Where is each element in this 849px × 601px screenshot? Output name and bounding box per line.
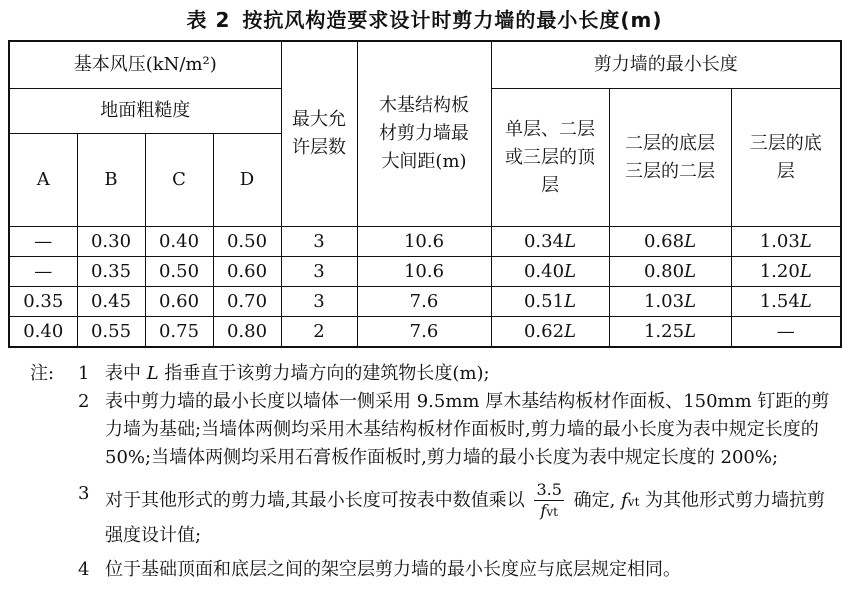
cell-d: 0.70: [213, 287, 281, 317]
table-row: [9, 287, 841, 317]
unit-l: L: [684, 260, 697, 282]
note-text: 对于其他形式的剪力墙,其最小长度可按表中数值乘以: [105, 490, 525, 511]
value: 1.54: [759, 290, 800, 312]
unit-l: L: [799, 290, 812, 312]
cell-length-2: [609, 257, 731, 287]
value: —: [776, 320, 795, 342]
unit-l: L: [684, 290, 697, 312]
cell-length-1: [491, 287, 609, 317]
note-text: 表中: [105, 363, 141, 384]
header-wind-pressure: 基本风压(kN/m²): [9, 41, 281, 89]
header-sub-middle: 二层的底层三层的二层: [609, 89, 731, 227]
cell-c: 0.50: [145, 257, 213, 287]
symbol-fvt: fvt: [621, 490, 640, 511]
cell-spacing: 10.6: [357, 257, 491, 287]
cell-length-1: [491, 317, 609, 348]
unit-l: L: [564, 230, 577, 252]
cell-spacing: 7.6: [357, 317, 491, 348]
cell-b: 0.35: [77, 257, 145, 287]
symbol-l: L: [146, 363, 159, 384]
note-text: 为其他形式剪力墙抗剪强度设计值;: [105, 490, 826, 546]
note-number: 3: [78, 483, 90, 504]
header-min-length: 剪力墙的最小长度: [491, 41, 841, 89]
cell-c: 0.60: [145, 287, 213, 317]
cell-length-3: [731, 227, 841, 257]
value: 0.40: [523, 260, 565, 282]
cell-a: —: [9, 257, 77, 287]
header-max-storeys: 最大允许层数: [281, 41, 357, 227]
unit-l: L: [799, 260, 812, 282]
table-title: 按抗风构造要求设计时剪力墙的最小长度(m): [242, 8, 663, 32]
note-1: [10, 360, 840, 388]
header-col-d: D: [213, 134, 281, 227]
value: 0.80: [643, 260, 685, 282]
note-2: [10, 388, 840, 472]
table-row: [9, 317, 841, 348]
cell-b: 0.30: [77, 227, 145, 257]
note-text: 表中剪力墙的最小长度以墙体一侧采用 9.5mm 厚木基结构板材作面板、150mm 钉距的剪力墙为基础;当墙体两侧均采用木基结构板材作面板时,剪力墙的最小长度为表中规定长度的 50%;当墙体两侧均采用石膏板作面板时,剪力墙的最小长度为表中规定长度的 200%;: [105, 391, 830, 468]
cell-storeys: 3: [281, 287, 357, 317]
table-row: [9, 257, 841, 287]
note-text: 位于基础顶面和底层之间的架空层剪力墙的最小长度应与底层规定相同。: [105, 559, 681, 580]
cell-length-2: [609, 287, 731, 317]
fraction-denominator: fvt: [540, 501, 558, 520]
unit-l: L: [564, 290, 577, 312]
header-sub-bottom: 三层的底层: [731, 89, 841, 227]
cell-a: 0.40: [9, 317, 77, 348]
unit-l: L: [684, 230, 697, 252]
cell-storeys: 3: [281, 257, 357, 287]
cell-length-1: [491, 257, 609, 287]
cell-length-2: [609, 227, 731, 257]
header-col-a: A: [9, 134, 77, 227]
shear-wall-table: [8, 40, 842, 348]
unit-l: L: [799, 230, 812, 252]
cell-b: 0.55: [77, 317, 145, 348]
cell-length-1: [491, 227, 609, 257]
value: 0.68: [643, 230, 685, 252]
table-notes: [10, 360, 840, 584]
note-number: 4: [78, 559, 90, 580]
table-caption: [0, 4, 849, 33]
header-col-b: B: [77, 134, 145, 227]
unit-l: L: [564, 260, 577, 282]
cell-spacing: 10.6: [357, 227, 491, 257]
cell-a: —: [9, 227, 77, 257]
cell-d: 0.60: [213, 257, 281, 287]
value: 0.51: [523, 290, 565, 312]
unit-l: L: [684, 320, 697, 342]
value: 0.62: [523, 320, 565, 342]
table-row: [9, 227, 841, 257]
header-sub-top: 单层、二层或三层的顶层: [491, 89, 609, 227]
header-col-c: C: [145, 134, 213, 227]
note-3: [10, 480, 840, 550]
value: 1.03: [759, 230, 800, 252]
cell-a: 0.35: [9, 287, 77, 317]
cell-b: 0.45: [77, 287, 145, 317]
cell-length-3: [731, 317, 841, 348]
cell-spacing: 7.6: [357, 287, 491, 317]
note-number: 2: [78, 391, 90, 412]
note-4: [10, 556, 840, 584]
value: 1.03: [643, 290, 685, 312]
cell-d: 0.80: [213, 317, 281, 348]
note-text: 确定,: [573, 490, 616, 511]
cell-d: 0.50: [213, 227, 281, 257]
value: 1.25: [643, 320, 685, 342]
header-terrain: 地面粗糙度: [9, 89, 281, 134]
note-text: 指垂直于该剪力墙方向的建筑物长度(m);: [164, 363, 490, 384]
header-max-spacing: 木基结构板材剪力墙最大间距(m): [357, 41, 491, 227]
notes-label: 注:: [30, 363, 55, 384]
table-number: 表 2: [186, 8, 231, 32]
cell-length-2: [609, 317, 731, 348]
cell-c: 0.40: [145, 227, 213, 257]
cell-storeys: 3: [281, 227, 357, 257]
fraction-numerator: 3.5: [536, 480, 562, 499]
fraction: [534, 480, 563, 522]
cell-c: 0.75: [145, 317, 213, 348]
cell-length-3: [731, 257, 841, 287]
value: 1.20: [759, 260, 800, 282]
value: 0.34: [523, 230, 565, 252]
cell-length-3: [731, 287, 841, 317]
note-number: 1: [78, 363, 90, 384]
cell-storeys: 2: [281, 317, 357, 348]
unit-l: L: [564, 320, 577, 342]
